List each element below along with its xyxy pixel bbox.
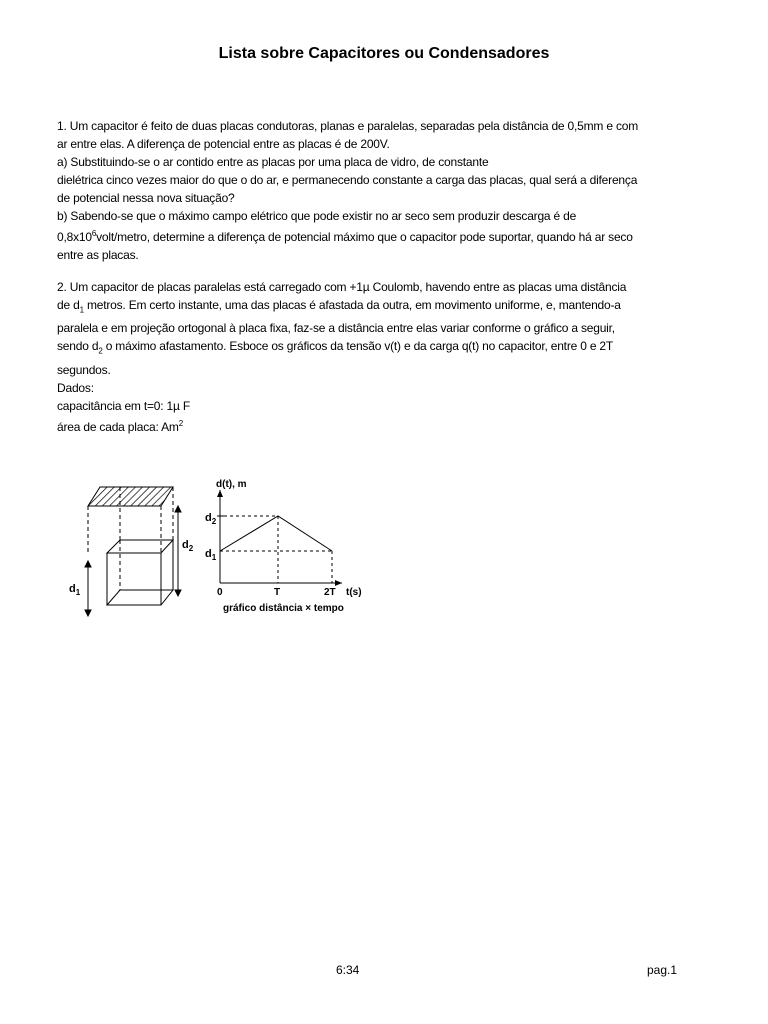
middle-plate — [107, 540, 173, 553]
box-d2-subscript: 2 — [188, 544, 194, 553]
capacitor-figure — [60, 470, 380, 630]
graph-d1-letter: d — [205, 548, 212, 560]
graph-x-label: t(s) — [346, 587, 362, 598]
capacitor-box-drawing — [88, 487, 173, 605]
q1-line-7-post: volt/metro, determine a diferença de potencial máximo que o capacitor pode suportar, quando há ar seco — [96, 230, 633, 244]
tick-label-T: T — [274, 587, 281, 598]
q2-line-2-post: metros. Em certo instante, uma das placas é afastada da outra, em movimento uniforme, e, mantendo-a — [83, 298, 621, 312]
graph-caption: gráfico distância × tempo — [223, 603, 344, 614]
footer-center-text: 6:34 — [336, 963, 360, 977]
q2-line-2-sub: 1 — [79, 305, 84, 315]
q1-line-7 — [57, 225, 707, 246]
distance-graph — [205, 479, 362, 614]
q1-line-3: a) Substituindo-se o ar contido entre as placas por uma placa de vidro, de constante — [57, 155, 489, 169]
d2-arrow — [175, 506, 181, 596]
graph-y-arrowhead — [217, 490, 223, 497]
q2-line-1: 2. Um capacitor de placas paralelas está carregado com +1µ Coulomb, havendo entre as placas uma distância — [57, 280, 627, 294]
page-number: pag.1 — [647, 963, 678, 977]
d1-arrow — [85, 561, 91, 616]
q1-line-5: de potencial nessa nova situação? — [57, 191, 235, 205]
graph-y-label: d(t), m — [216, 479, 247, 490]
page-title: Lista sobre Capacitores ou Condensadores — [218, 45, 550, 62]
q2-line-3: paralela e em projeção ortogonal à placa fixa, faz-se a distância entre elas variar conforme o gráfico a seguir, — [57, 321, 615, 336]
graph-d2-label — [205, 512, 217, 526]
q1-line-4: dielétrica cinco vezes maior do que o do ar, e permanecendo constante a carga das placas, qual será a diferença — [57, 173, 638, 187]
q2-area-exponent: 2 — [178, 418, 183, 428]
top-plate-hatched — [88, 487, 173, 506]
bottom-plate — [107, 590, 173, 605]
q2-line-5: segundos. — [57, 362, 111, 377]
q2-dados: Dados: — [57, 380, 94, 395]
q2-line-2 — [57, 296, 707, 319]
graph-d2-subscript: 2 — [211, 517, 217, 526]
q2-line-4-pre: sendo d — [57, 339, 99, 354]
q2-capacitance: capacitância em t=0: 1µ F — [57, 398, 190, 413]
distance-curve — [220, 516, 332, 551]
q1-line-1: 1. Um capacitor é feito de duas placas condutoras, planas e paralelas, separadas pela distância de 0,5mm e com — [57, 119, 639, 133]
question-2 — [57, 278, 707, 436]
box-d1-label — [69, 583, 81, 597]
q1-line-2: ar entre elas. A diferença de potencial entre as placas é de 200V. — [57, 137, 390, 151]
box-d1-subscript: 1 — [75, 588, 81, 597]
q2-line-4 — [57, 337, 707, 360]
graph-d1-label — [205, 548, 217, 562]
q1-line-8: entre as placas. — [57, 248, 139, 262]
q1-line-6: b) Sabendo-se que o máximo campo elétrico que pode existir no ar seco sem produzir descarga é de — [57, 209, 577, 223]
box-d2-letter: d — [182, 539, 189, 551]
q2-area — [57, 415, 707, 436]
tick-label-2T: 2T — [324, 587, 336, 598]
q1-line-7-exponent: 6 — [91, 229, 97, 238]
box-d2-label — [182, 539, 194, 553]
graph-x-arrowhead — [335, 580, 342, 586]
q2-line-4-sub: 2 — [98, 346, 103, 356]
graph-d2-letter: d — [205, 512, 212, 524]
q1-line-7-pre: 0,8x10 — [57, 230, 92, 244]
question-1 — [57, 117, 707, 264]
q2-area-pre: área de cada placa: Am — [57, 419, 179, 434]
q2-line-4-post: o máximo afastamento. Esboce os gráficos da tensão v(t) e da carga q(t) no capacitor, entre 0 e 2T — [102, 339, 614, 354]
box-d1-letter: d — [69, 583, 76, 595]
tick-label-0: 0 — [217, 587, 223, 598]
graph-d1-subscript: 1 — [211, 553, 217, 562]
q2-line-2-pre: de d — [57, 298, 80, 312]
